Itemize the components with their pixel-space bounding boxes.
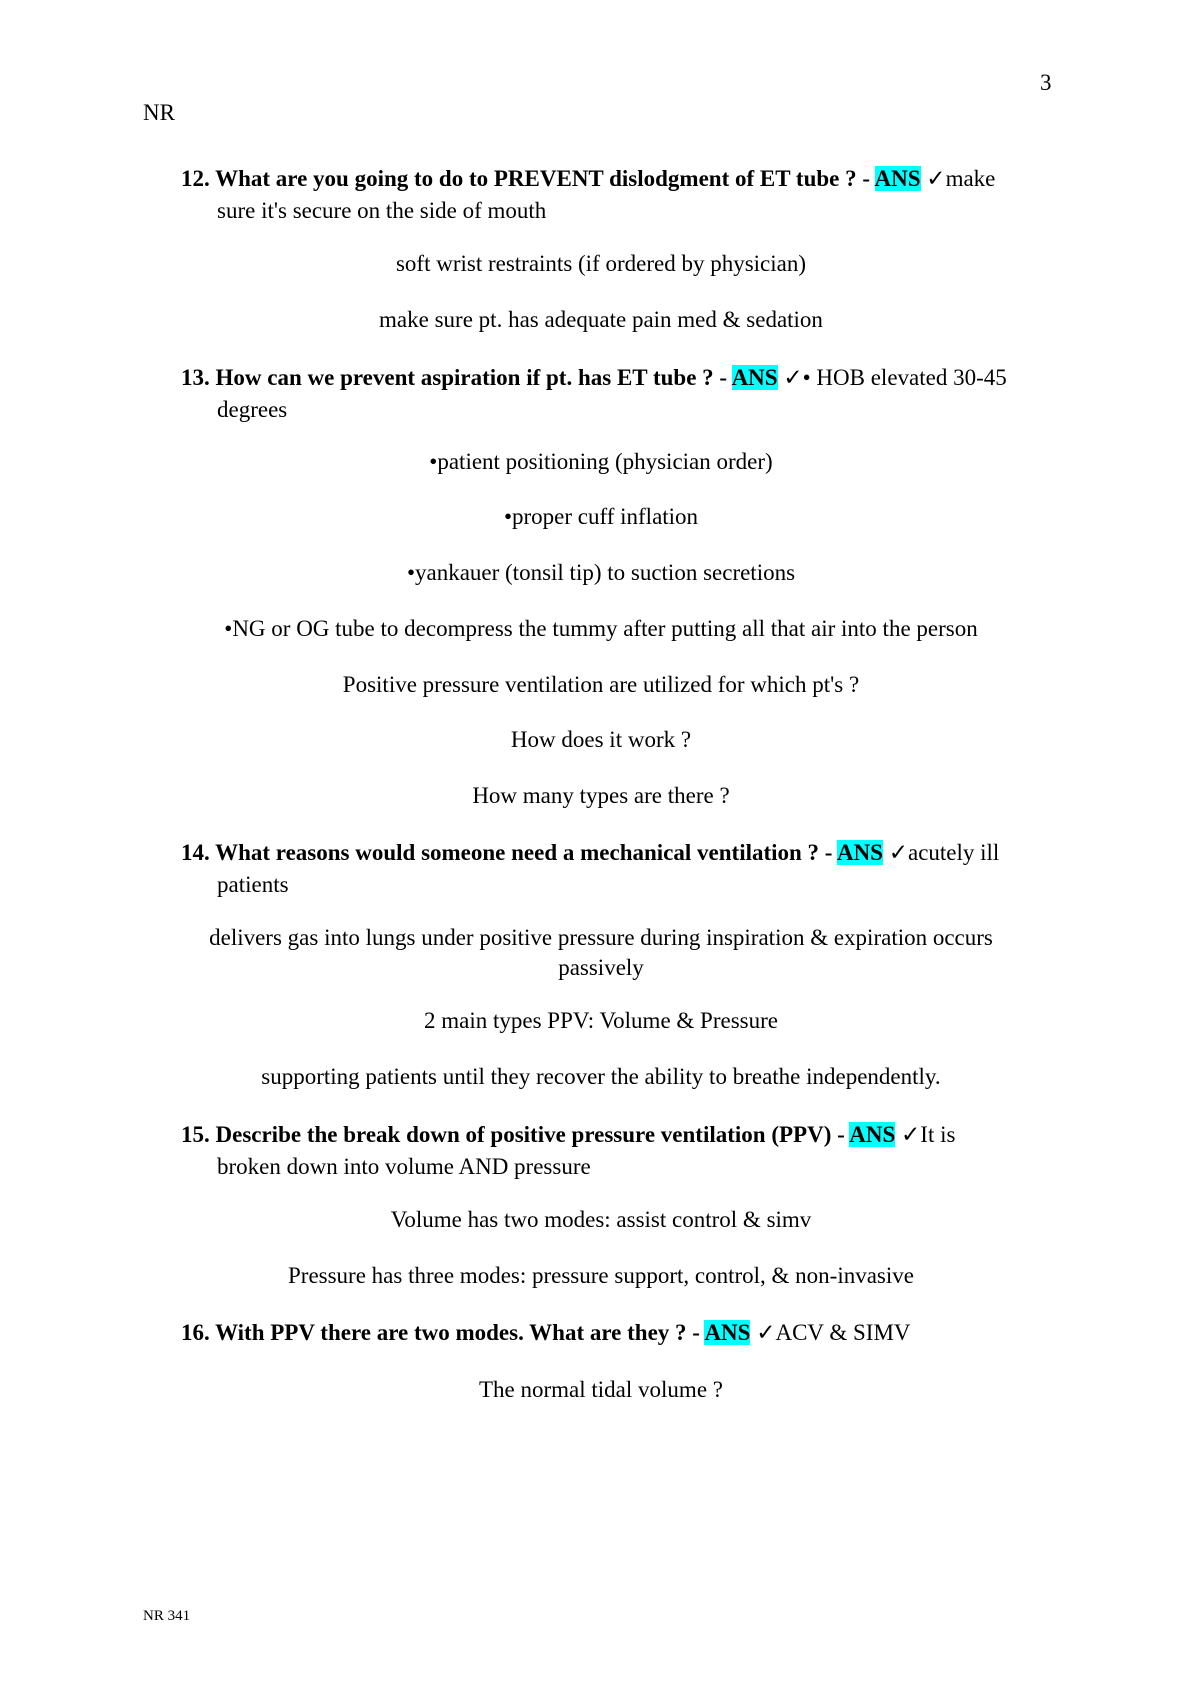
question-15: [181, 1119, 1061, 1183]
detail-line: soft wrist restraints (if ordered by physician): [395, 251, 807, 276]
answer-continuation: broken down into volume AND pressure: [217, 1154, 591, 1179]
detail-line: •NG or OG tube to decompress the tummy after putting all that air into the person: [224, 616, 978, 641]
answer-text: make: [945, 166, 996, 191]
ans-highlight: ANS: [874, 166, 921, 191]
detail-line: •patient positioning (physician order): [429, 449, 773, 474]
question-text: 12. What are you going to do to PREVENT dislodgment of ET tube ? -: [181, 166, 875, 191]
detail-line: How does it work ?: [510, 727, 692, 752]
question-text: 16. With PPV there are two modes. What are they ? -: [181, 1320, 705, 1345]
check-icon: ✓: [926, 166, 946, 191]
ans-highlight: ANS: [704, 1320, 751, 1345]
header-label: NR: [143, 100, 175, 125]
answer-text: acutely ill: [908, 840, 1000, 865]
page-number: 3: [1040, 70, 1052, 95]
detail-line: Volume has two modes: assist control & simv: [390, 1207, 812, 1232]
question-13: [181, 362, 1061, 426]
detail-line: •yankauer (tonsil tip) to suction secretions: [406, 560, 796, 585]
check-icon: ✓: [888, 840, 908, 865]
detail-line: delivers gas into lungs under positive pressure during inspiration & expiration occurs passively: [209, 925, 993, 980]
answer-text: ACV & SIMV: [775, 1320, 911, 1345]
detail-line: 2 main types PPV: Volume & Pressure: [424, 1008, 778, 1033]
question-text: 15. Describe the break down of positive pressure ventilation (PPV) -: [181, 1122, 850, 1147]
check-icon: ✓: [756, 1320, 776, 1345]
question-14: [181, 837, 1061, 901]
check-icon: ✓: [901, 1122, 921, 1147]
question-text: 13. How can we prevent aspiration if pt. has ET tube ? -: [181, 365, 732, 390]
question-text: 14. What reasons would someone need a mechanical ventilation ? -: [181, 840, 837, 865]
answer-continuation: patients: [217, 872, 289, 897]
detail-line: supporting patients until they recover the ability to breathe independently.: [261, 1064, 941, 1089]
question-16: [181, 1317, 1061, 1349]
ans-highlight: ANS: [836, 840, 883, 865]
detail-line: Positive pressure ventilation are utilized for which pt's ?: [342, 672, 860, 697]
detail-line: Pressure has three modes: pressure support, control, & non-invasive: [288, 1263, 914, 1288]
question-12: [181, 163, 1061, 227]
answer-text: It is: [920, 1122, 956, 1147]
detail-line: How many types are there ?: [472, 783, 730, 808]
check-icon: ✓: [783, 365, 803, 390]
ans-highlight: ANS: [731, 365, 778, 390]
footer-label: NR 341: [143, 1608, 191, 1624]
ans-highlight: ANS: [849, 1122, 896, 1147]
answer-text: • HOB elevated 30-45: [802, 365, 1007, 390]
detail-line: The normal tidal volume ?: [479, 1377, 723, 1402]
detail-line: •proper cuff inflation: [503, 504, 699, 529]
answer-continuation: sure it's secure on the side of mouth: [217, 198, 547, 223]
answer-continuation: degrees: [217, 397, 288, 422]
detail-line: make sure pt. has adequate pain med & sedation: [379, 307, 823, 332]
